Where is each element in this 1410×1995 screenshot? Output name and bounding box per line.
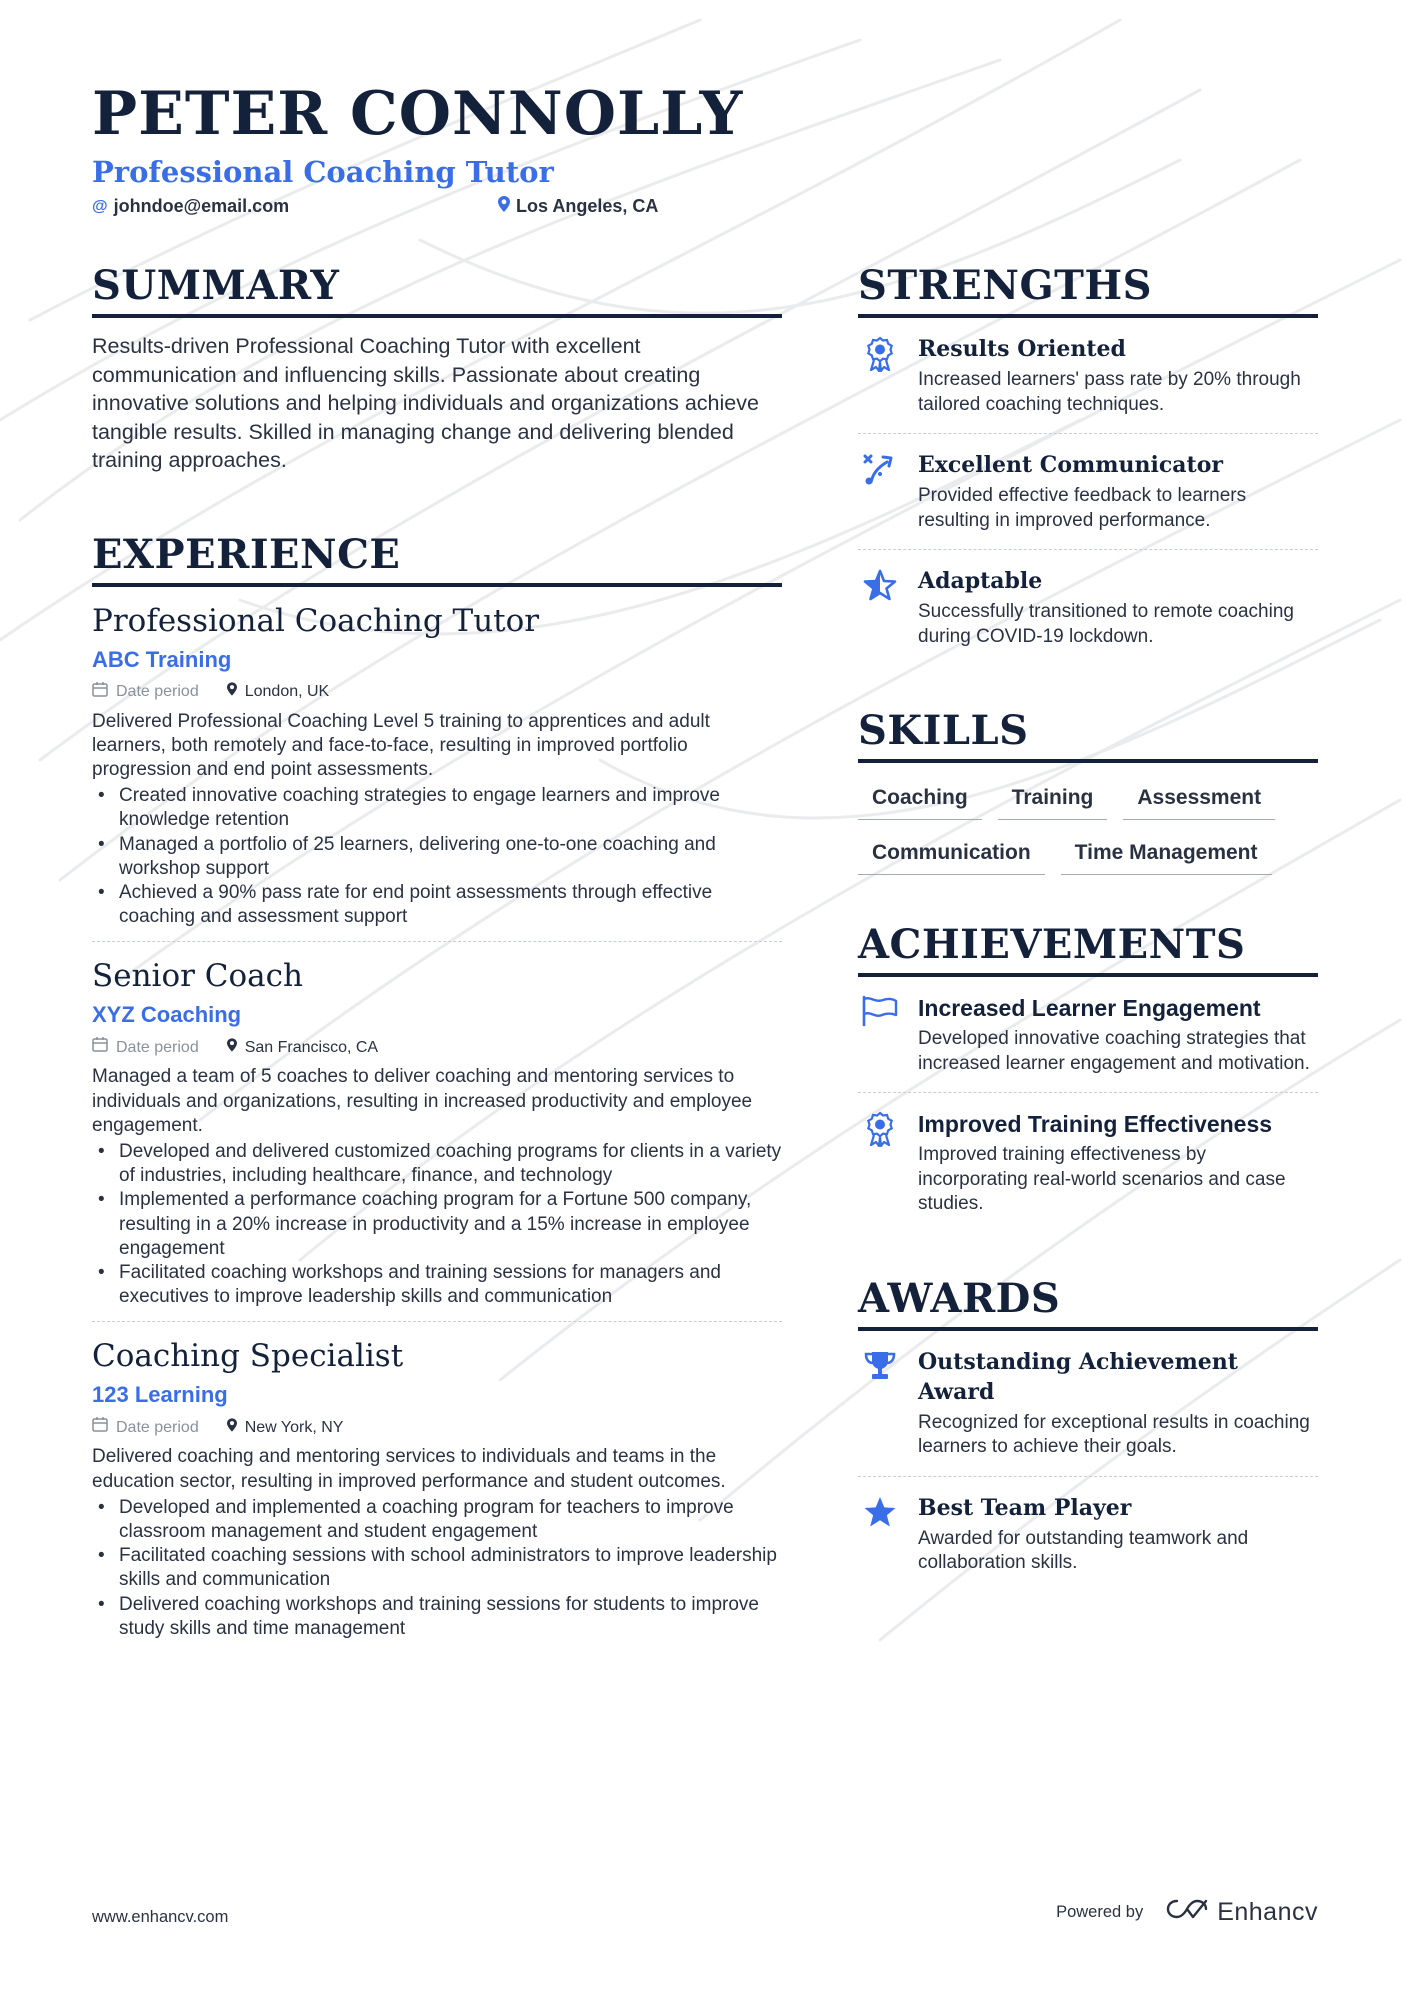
achievement-description: Developed innovative coaching strategies that increased learner engagement and motivation. (918, 1028, 1310, 1074)
job-company: XYZ Coaching (92, 1002, 242, 1028)
job-role: Coaching Specialist (92, 1338, 404, 1375)
job-date (92, 1036, 199, 1059)
email-contact[interactable] (92, 196, 289, 217)
at-sign-icon: @ (92, 197, 108, 215)
job-meta (92, 1416, 782, 1439)
skill-tag: Communication (858, 836, 1045, 875)
job-description: Delivered coaching and mentoring services to individuals and teams in the education sector, resulting in improved performance and student outcomes. (92, 1446, 726, 1492)
location-pin-icon (227, 681, 237, 703)
summary-text: Results-driven Professional Coaching Tutor with excellent communication and influencing skills. Passionate about creating innovative solutions and helping individuals and organizations achieve tangible results. Skilled in managing change and delivering blended training approaches. (92, 334, 759, 472)
achievement-item (858, 1092, 1318, 1233)
job-meta (92, 1036, 782, 1059)
experience-entry (92, 941, 782, 1321)
job-bullet: • Implemented a performance coaching program for a Fortune 500 company, resulting in a 20% increase in productivity and a 15% increase in employee engagement (92, 1188, 782, 1261)
achievement-item (858, 977, 1318, 1092)
enhancv-logo-icon (1165, 1898, 1209, 1927)
location-pin-icon (227, 1037, 237, 1059)
experience-heading: EXPERIENCE (92, 531, 782, 587)
job-location-text: San Francisco, CA (244, 1038, 379, 1056)
location-pin-icon (227, 1417, 237, 1439)
strength-description: Increased learners' pass rate by 20% through tailored coaching techniques. (918, 369, 1301, 415)
strength-title: Excellent Communicator (918, 452, 1223, 478)
job-company: ABC Training (92, 646, 232, 672)
job-bullet: • Created innovative coaching strategies to engage learners and improve knowledge retention (92, 784, 782, 832)
skill-tag: Training (998, 781, 1108, 820)
job-bullet: • Delivered coaching workshops and training sessions for students to improve study skills and time management (92, 1593, 782, 1641)
experience-entry (92, 587, 782, 942)
calendar-icon (92, 1036, 108, 1059)
summary-section (92, 262, 782, 475)
enhancv-logo-text: Enhancv (1217, 1898, 1318, 1926)
footer-branding (1056, 1898, 1318, 1927)
achievements-section (858, 921, 1318, 1233)
email-text: johndoe@email.com (113, 196, 290, 216)
job-location (227, 1417, 344, 1439)
job-bullet: • Facilitated coaching sessions with school administrators to improve leadership skills and communication (92, 1544, 782, 1592)
enhancv-logo[interactable] (1165, 1898, 1318, 1927)
calendar-icon (92, 1416, 108, 1439)
achievement-description: Improved training effectiveness by incorporating real-world scenarios and case studies. (918, 1144, 1286, 1214)
strength-description: Successfully transitioned to remote coaching during COVID-19 lockdown. (918, 601, 1294, 647)
job-description: Delivered Professional Coaching Level 5 training to apprentices and adult learners, both remotely and face-to-face, resulting in improved portfolio progression and end point assessments. (92, 710, 710, 780)
location-pin-icon (498, 196, 510, 217)
achievements-heading: ACHIEVEMENTS (858, 921, 1318, 977)
job-bullets (92, 1140, 782, 1309)
award-description: Awarded for outstanding teamwork and collaboration skills. (918, 1527, 1249, 1573)
job-date-text: Date period (116, 683, 199, 700)
strength-item (858, 549, 1318, 665)
achievement-title: Improved Training Effectiveness (918, 1111, 1273, 1137)
award-title: Best Team Player (918, 1494, 1132, 1521)
awards-section (858, 1275, 1318, 1592)
strengths-section (858, 262, 1318, 665)
award-title: Outstanding Achievement Award (918, 1348, 1238, 1405)
award-ribbon-icon (858, 1109, 902, 1217)
left-column (92, 262, 782, 1653)
skills-list (858, 781, 1318, 875)
calendar-icon (92, 681, 108, 704)
job-bullet: • Managed a portfolio of 25 learners, delivering one-to-one coaching and workshop support (92, 833, 782, 881)
job-date-text: Date period (116, 1418, 199, 1436)
award-description: Recognized for exceptional results in coaching learners to achieve their goals. (918, 1411, 1310, 1457)
skill-tag: Assessment (1123, 781, 1275, 820)
strength-description: Provided effective feedback to learners resulting in improved performance. (918, 485, 1247, 531)
award-item (858, 1331, 1318, 1476)
skill-tag: Time Management (1061, 836, 1272, 875)
job-bullet: • Developed and delivered customized coaching programs for clients in a variety of industries, including healthcare, finance, and technology (92, 1140, 782, 1188)
award-item (858, 1476, 1318, 1592)
strength-item (858, 433, 1318, 549)
powered-by-text: Powered by (1056, 1903, 1144, 1921)
job-bullet: • Facilitated coaching workshops and training sessions for managers and executives to improve leadership skills and communication (92, 1261, 782, 1309)
job-location (227, 1037, 378, 1059)
trophy-icon (858, 1347, 902, 1460)
job-location-text: London, UK (244, 683, 330, 700)
candidate-title: Professional Coaching Tutor (92, 155, 554, 189)
resume-header (92, 78, 1322, 224)
job-company: 123 Learning (92, 1382, 228, 1408)
job-meta (92, 681, 782, 704)
footer-website[interactable]: www.enhancv.com (92, 1908, 229, 1926)
award-ribbon-icon (858, 334, 902, 417)
experience-entry (92, 1321, 782, 1653)
awards-heading: AWARDS (858, 1275, 1318, 1331)
location-contact (498, 196, 658, 217)
achievement-title: Increased Learner Engagement (918, 995, 1261, 1021)
job-role: Professional Coaching Tutor (92, 602, 540, 639)
strength-title: Results Oriented (918, 336, 1126, 362)
right-column (858, 262, 1318, 1592)
job-date-text: Date period (116, 1038, 199, 1056)
job-bullet: • Achieved a 90% pass rate for end point assessments through effective coaching and assessment support (92, 881, 782, 929)
strategy-icon (858, 450, 902, 533)
job-date (92, 1416, 199, 1439)
skill-tag: Coaching (858, 781, 982, 820)
skills-heading: SKILLS (858, 707, 1318, 763)
job-location (227, 681, 330, 703)
contact-row (92, 196, 1322, 224)
strength-title: Adaptable (918, 568, 1043, 594)
skills-section (858, 707, 1318, 875)
experience-section (92, 531, 782, 1653)
location-text: Los Angeles, CA (516, 196, 659, 216)
strength-item (858, 318, 1318, 433)
job-location-text: New York, NY (244, 1418, 344, 1436)
star-filled-icon (858, 1493, 902, 1576)
job-description: Managed a team of 5 coaches to deliver coaching and mentoring services to individuals and organizations, resulting in increased productivity and employee engagement. (92, 1066, 753, 1136)
job-date (92, 681, 199, 704)
candidate-name: PETER CONNOLLY (92, 79, 744, 149)
job-bullet: • Developed and implemented a coaching program for teachers to improve classroom management and student engagement (92, 1496, 782, 1544)
job-bullets (92, 784, 782, 929)
strengths-heading: STRENGTHS (858, 262, 1318, 318)
summary-heading: SUMMARY (92, 262, 782, 318)
job-bullets (92, 1496, 782, 1641)
star-outline-icon (858, 566, 902, 649)
job-role: Senior Coach (92, 958, 303, 995)
flag-icon (858, 993, 902, 1076)
